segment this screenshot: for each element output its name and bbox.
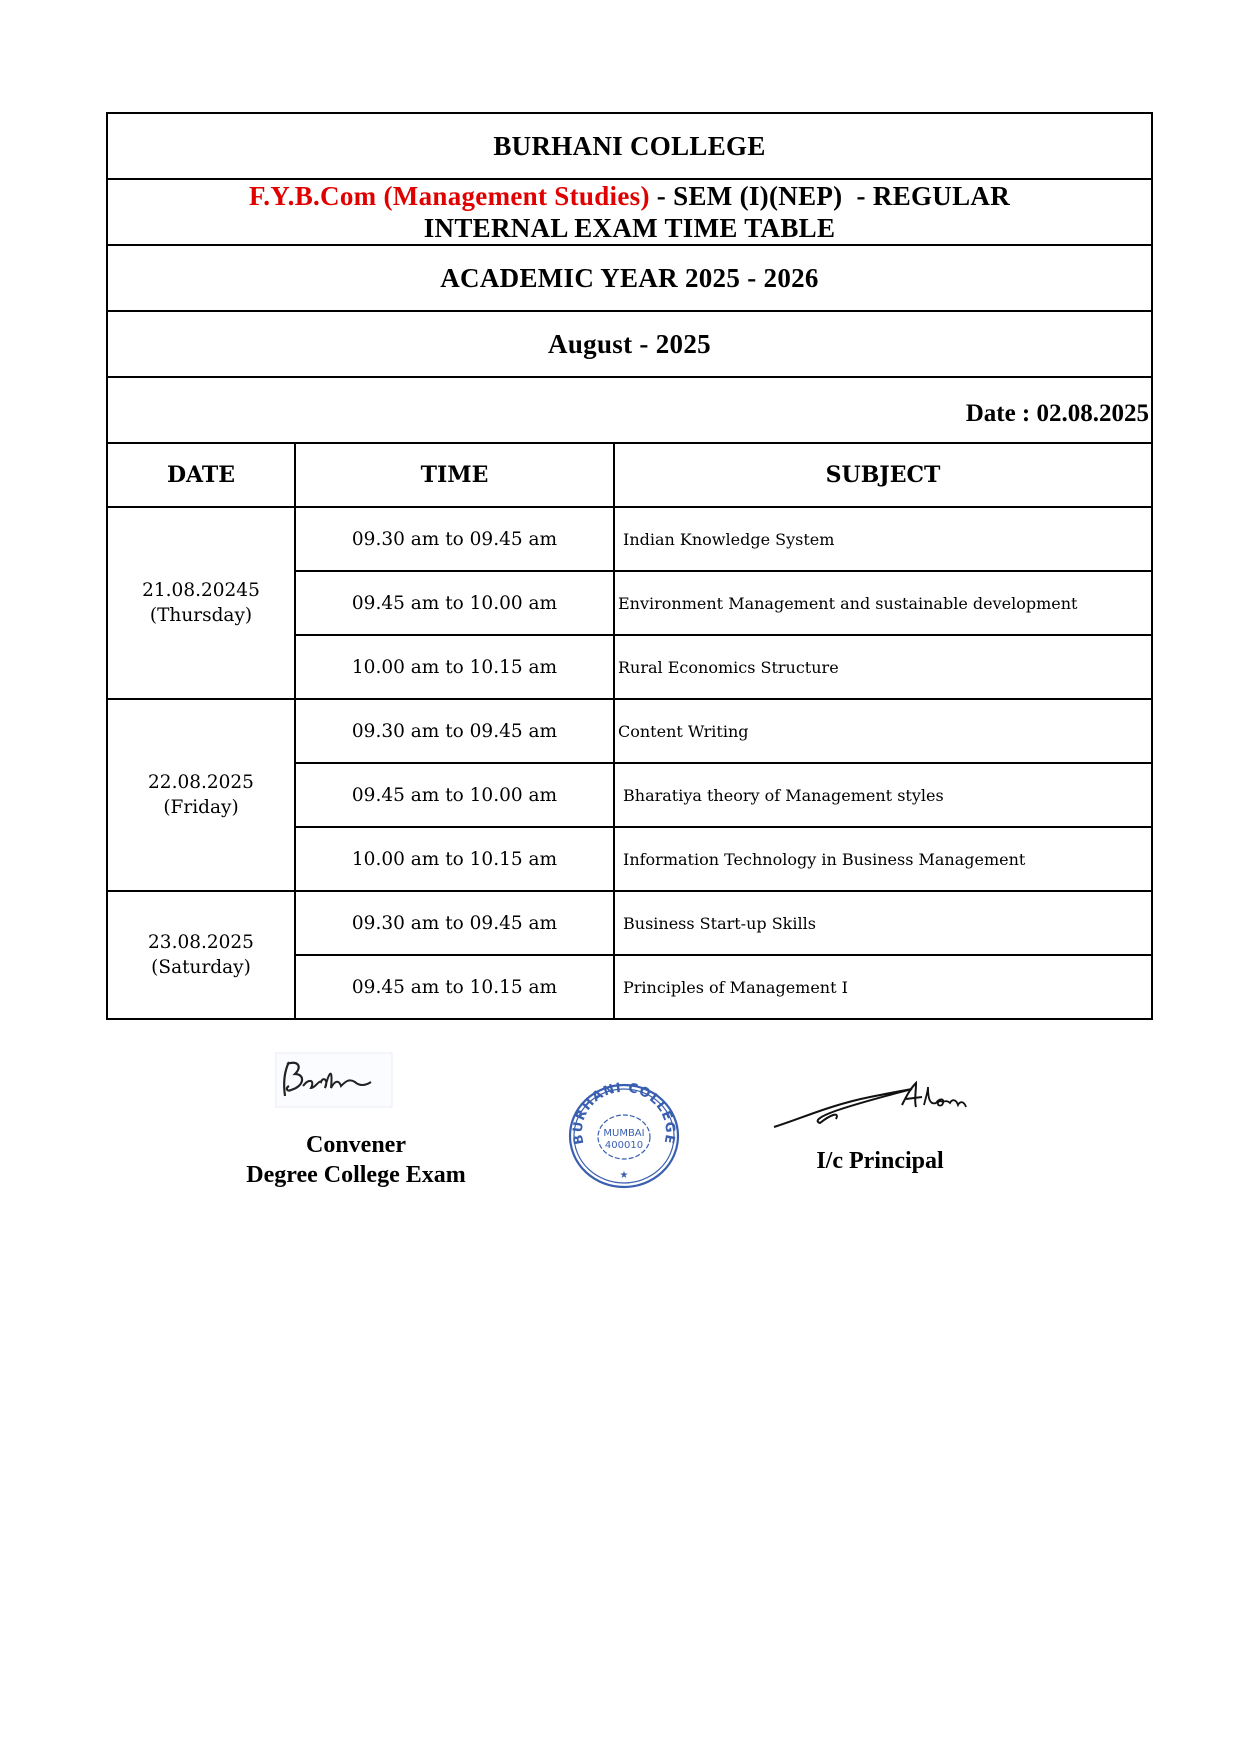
subject-cell (614, 827, 1152, 891)
exam-schedule-table (106, 442, 1153, 1020)
college-name: BURHANI COLLEGE (493, 130, 766, 161)
principal-title: I/c Principal (816, 1148, 944, 1174)
time-cell: 10.00 am to 10.15 am (295, 635, 614, 699)
subject-name: Rural Economics Structure (618, 657, 839, 677)
exam-weekday: (Thursday) (149, 605, 253, 626)
timetable-document (106, 112, 1153, 1020)
time-cell: 09.45 am to 10.00 am (295, 763, 614, 827)
subject-name: Business Start-up Skills (623, 913, 816, 933)
time-cell: 10.00 am to 10.15 am (295, 827, 614, 891)
convener-title: Convener (306, 1132, 406, 1158)
column-header-subject: SUBJECT (614, 443, 1152, 507)
convener-signature (275, 1052, 393, 1108)
course-row (106, 178, 1153, 244)
subject-cell (614, 891, 1152, 955)
svg-text:BURHANI COLLEGE: BURHANI COLLEGE (570, 1082, 678, 1146)
time-cell: 09.45 am to 10.00 am (295, 571, 614, 635)
subject-cell (614, 635, 1152, 699)
subject-name: Principles of Management I (623, 977, 848, 997)
exam-weekday: (Friday) (163, 797, 239, 818)
exam-date: 23.08.2025 (148, 932, 254, 953)
time-cell: 09.30 am to 09.45 am (295, 507, 614, 571)
course-name: F.Y.B.Com (Management Studies) (248, 181, 650, 211)
subject-cell (614, 571, 1152, 635)
college-stamp (566, 1082, 682, 1190)
academic-year-row (106, 244, 1153, 310)
table-row (107, 891, 1152, 955)
subject-name: Content Writing (618, 721, 749, 741)
subject-name: Information Technology in Business Management (623, 849, 1026, 869)
time-cell: 09.30 am to 09.45 am (295, 699, 614, 763)
principal-title-block (770, 1146, 990, 1176)
exam-weekday: (Saturday) (151, 957, 251, 978)
subject-cell (614, 763, 1152, 827)
subject-name: Indian Knowledge System (623, 529, 835, 549)
subject-name: Environment Management and sustainable development (618, 593, 1078, 613)
convener-title-block (206, 1130, 506, 1190)
exam-month: August - 2025 (548, 328, 711, 359)
date-cell (107, 507, 295, 699)
time-cell: 09.45 am to 10.15 am (295, 955, 614, 1019)
svg-text:MUMBAI: MUMBAI (603, 1128, 645, 1139)
table-row (107, 699, 1152, 763)
date-cell (107, 891, 295, 1019)
convener-department: Degree College Exam (246, 1162, 466, 1188)
subject-name: Bharatiya theory of Management styles (623, 785, 944, 805)
svg-text:400010: 400010 (604, 1140, 644, 1151)
table-row (107, 507, 1152, 571)
college-name-row (106, 112, 1153, 178)
time-cell: 09.30 am to 09.45 am (295, 891, 614, 955)
subject-cell (614, 507, 1152, 571)
subject-cell (614, 955, 1152, 1019)
subject-cell (614, 699, 1152, 763)
exam-date: 22.08.2025 (148, 772, 254, 793)
exam-date: 21.08.20245 (142, 580, 260, 601)
month-row (106, 310, 1153, 376)
issue-date: Date : 02.08.2025 (965, 400, 1149, 427)
column-header-time: TIME (295, 443, 614, 507)
principal-signature (770, 1075, 970, 1135)
column-header-date: DATE (107, 443, 295, 507)
issue-date-row (106, 376, 1153, 442)
date-cell (107, 699, 295, 891)
exam-title: INTERNAL EXAM TIME TABLE (423, 213, 836, 243)
academic-year: ACADEMIC YEAR 2025 - 2026 (440, 262, 819, 293)
table-header-row (107, 443, 1152, 507)
course-line (249, 180, 1010, 212)
semester-info: - SEM (I)(NEP) - REGULAR (649, 181, 1011, 211)
svg-text:★: ★ (619, 1170, 629, 1181)
